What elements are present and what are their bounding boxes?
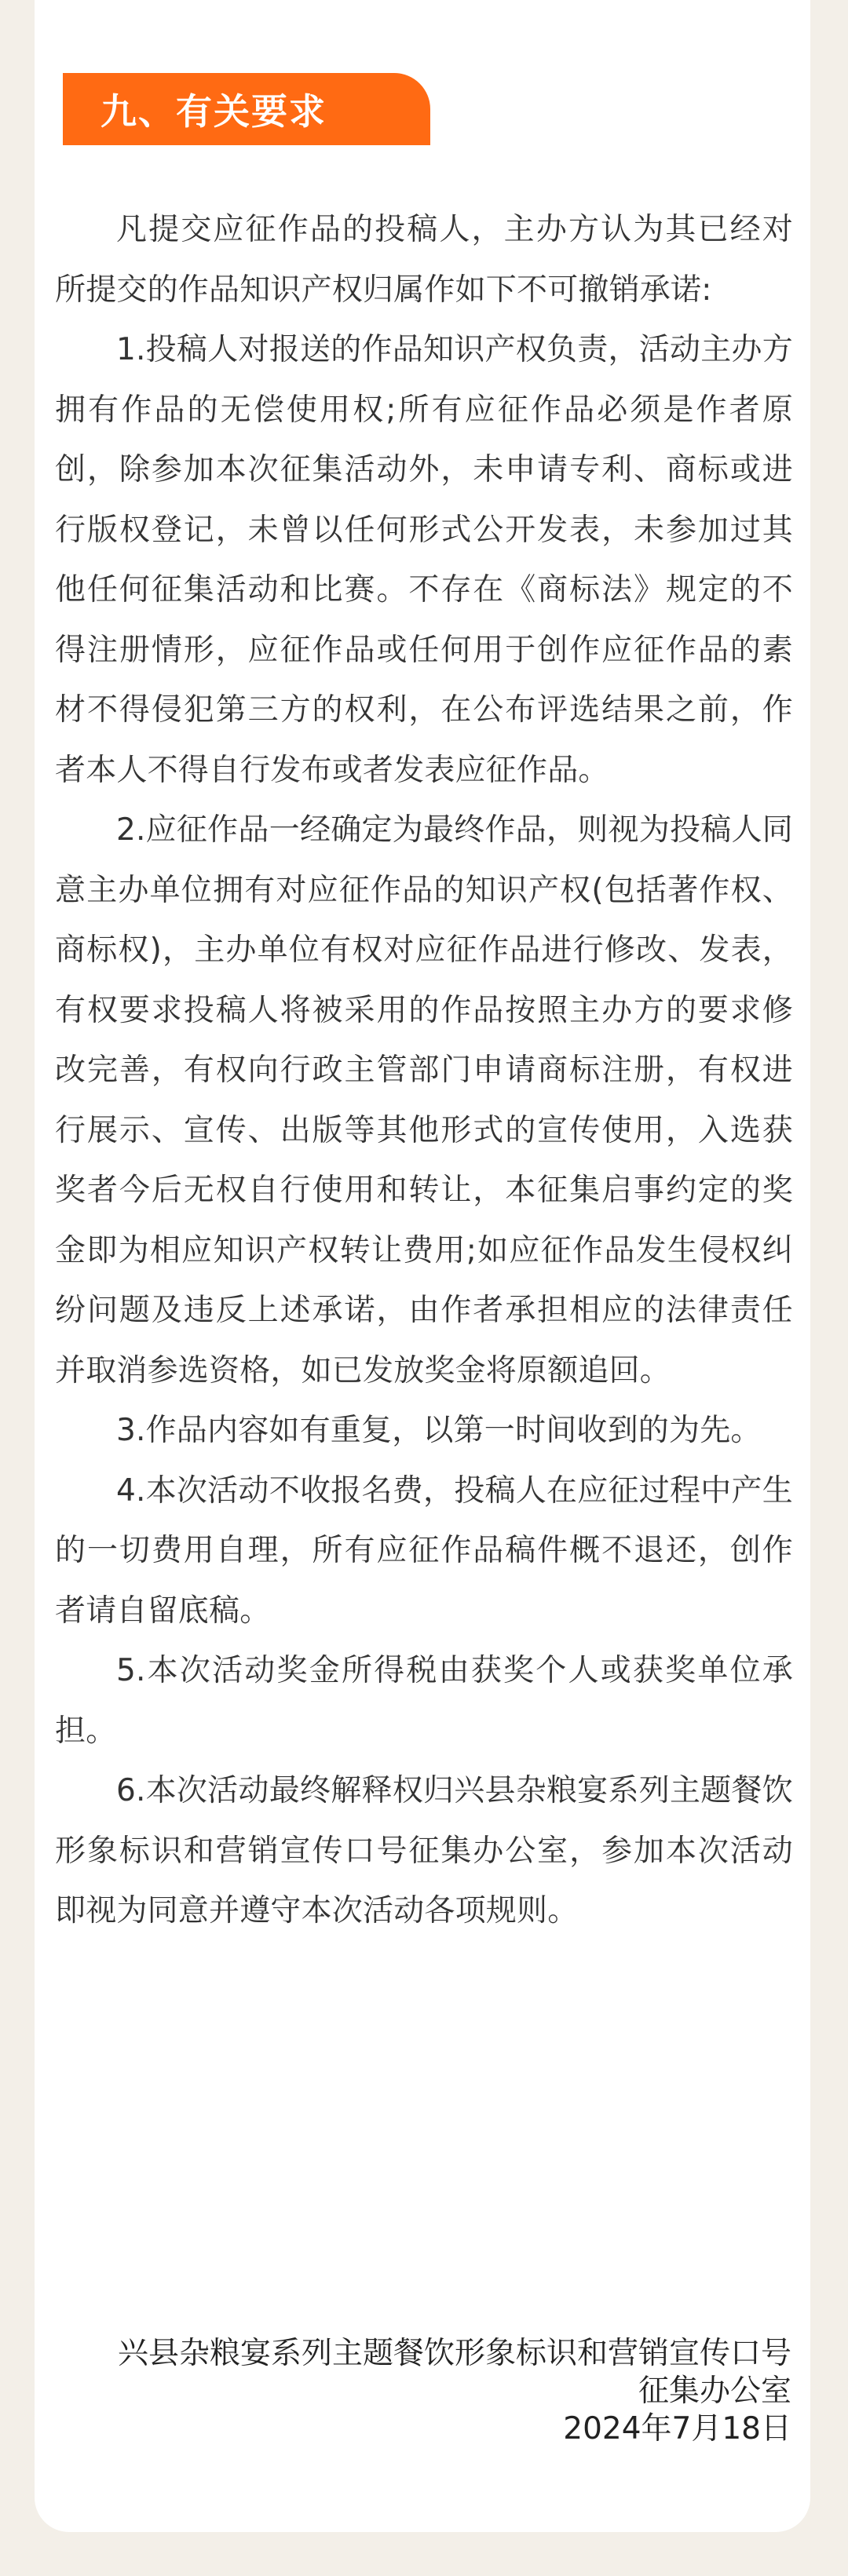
section-header [63, 73, 430, 145]
requirements-body [55, 200, 793, 1942]
requirement-item-5: 5.本次活动奖金所得税由获奖个人或获奖单位承担。 [55, 1653, 793, 1749]
section-title: 九、有关要求 [101, 90, 327, 133]
requirement-item-6: 6.本次活动最终解释权归兴县杂粮宴系列主题餐饮形象标识和营销宣传口号征集办公室，参加本次活动即视为同意并遵守本次活动各项规则。 [55, 1773, 793, 1928]
intro-paragraph: 凡提交应征作品的投稿人，主办方认为其已经对所提交的作品知识产权归属作如下不可撤销承诺: [55, 212, 793, 308]
signature-org-line-2: 征集办公室 [638, 2373, 791, 2409]
requirement-item-3: 3.作品内容如有重复，以第一时间收到的为先。 [116, 1413, 762, 1448]
signature-date: 2024年7月18日 [563, 2411, 791, 2446]
requirement-item-4: 4.本次活动不收报名费，投稿人在应征过程中产生的一切费用自理，所有应征作品稿件概不退还，创作者请自留底稿。 [55, 1472, 793, 1629]
requirement-item-2: 2.应征作品一经确定为最终作品，则视为投稿人同意主办单位拥有对应征作品的知识产权(包括著作权、商标权)，主办单位有权对应征作品进行修改、发表，有权要求投稿人将被采用的作品按照主办方的要求修改完善，有权向行政主管部门申请商标注册，有权进行展示、宣传、出版等其他形式的宣传使用，入选获奖者今后无权自行使用和转让，本征集启事约定的奖金即为相应知识产权转让费用;如应征作品发生侵权纠纷问题及违反上述承诺，由作者承担相应的法律责任并取消参选资格，如已发放奖金将原额追回。 [55, 812, 793, 1388]
signature-org-line-1: 兴县杂粮宴系列主题餐饮形象标识和营销宣传口号 [117, 2336, 791, 2371]
requirement-item-1: 1.投稿人对报送的作品知识产权负责，活动主办方拥有作品的无偿使用权;所有应征作品必须是作者原创，除参加本次征集活动外，未申请专利、商标或进行版权登记，未曾以任何形式公开发表，未参加过其他任何征集活动和比赛。不存在《商标法》规定的不得注册情形，应征作品或任何用于创作应征作品的素材不得侵犯第三方的权利，在公布评选结果之前，作者本人不得自行发布或者发表应征作品。 [55, 332, 793, 788]
signature-block [118, 2335, 791, 2448]
